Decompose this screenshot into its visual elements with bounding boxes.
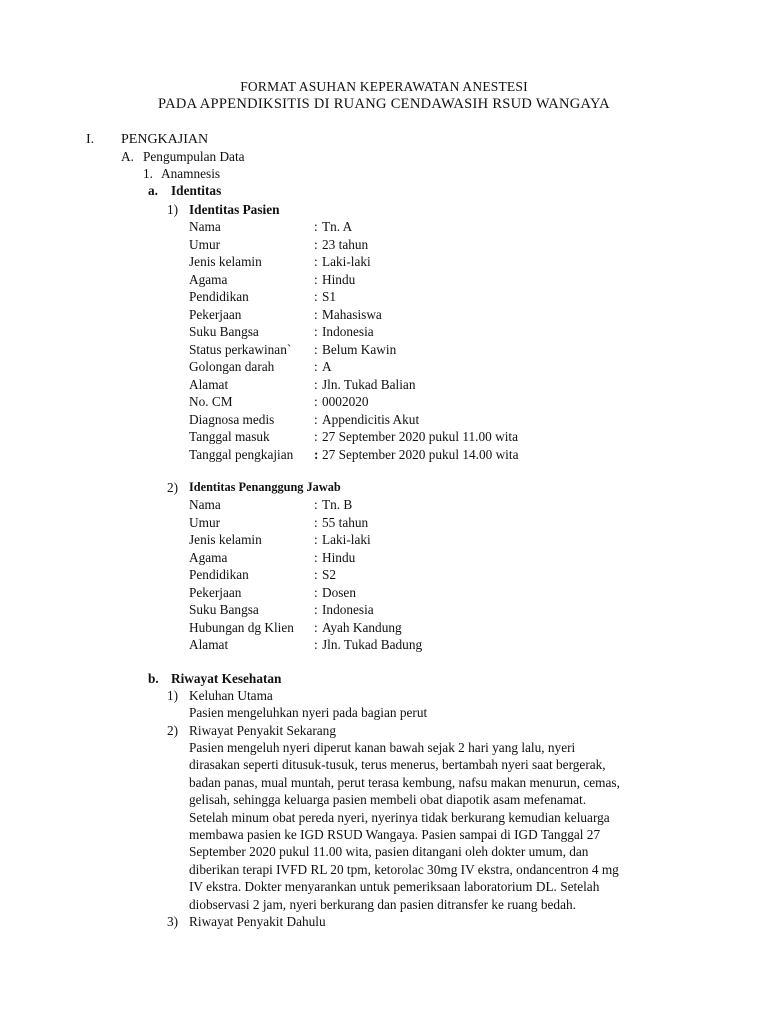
field-colon: : bbox=[314, 446, 319, 462]
field-label: Pendidikan bbox=[189, 289, 249, 304]
field-colon: : bbox=[314, 619, 318, 635]
section-i-heading: PENGKAJIAN bbox=[121, 132, 209, 147]
section-1-number: 1. bbox=[143, 166, 153, 181]
document-title-line-1: FORMAT ASUHAN KEPERAWATAN ANESTESI bbox=[240, 79, 528, 94]
field-colon: : bbox=[314, 532, 318, 547]
field-value: Belum Kawin bbox=[322, 341, 397, 357]
identitas-pasien-heading: Identitas Pasien bbox=[189, 202, 280, 217]
field-value: Jln. Tukad Balian bbox=[322, 376, 416, 392]
field-value: Laki-laki bbox=[322, 254, 371, 269]
rps-line: Setelah minum obat pereda nyeri, nyerinya tidak berkurang kemudian keluarga bbox=[189, 809, 610, 825]
field-colon: : bbox=[314, 567, 318, 582]
field-value: S1 bbox=[322, 289, 337, 304]
field-value: Hindu bbox=[322, 549, 356, 565]
field-value: 0002020 bbox=[322, 394, 369, 409]
field-label: Pekerjaan bbox=[189, 584, 242, 600]
rps-line: gelisah, sehingga keluarga pasien membeli obat diapotik asam mefenamat. bbox=[189, 792, 587, 808]
section-identitas-heading: Identitas bbox=[171, 183, 222, 198]
field-label: Tanggal pengkajian bbox=[189, 446, 294, 462]
field-label: Status perkawinan` bbox=[189, 341, 292, 357]
field-value: Appendicitis Akut bbox=[322, 411, 420, 427]
field-label: Pendidikan bbox=[189, 567, 249, 582]
field-colon: : bbox=[314, 549, 318, 565]
field-value: 23 tahun bbox=[322, 236, 369, 252]
section-a-sub-number: a. bbox=[148, 183, 158, 198]
field-label: No. CM bbox=[189, 394, 233, 409]
field-label: Alamat bbox=[189, 376, 229, 392]
field-label: Alamat bbox=[189, 637, 229, 652]
field-colon: : bbox=[314, 584, 318, 600]
field-colon: : bbox=[314, 254, 318, 269]
field-label: Umur bbox=[189, 236, 221, 252]
rps-line: IV ekstra. Dokter menyarankan untuk pemeriksaan laboratorium DL. Setelah bbox=[189, 879, 600, 895]
section-1-heading: Anamnesis bbox=[161, 166, 221, 181]
field-label: Suku Bangsa bbox=[189, 324, 259, 339]
rps-line: September 2020 pukul 11.00 wita, pasien ditangani oleh dokter umum, dan bbox=[189, 844, 589, 860]
field-colon: : bbox=[314, 359, 318, 374]
field-colon: : bbox=[314, 341, 318, 357]
field-label: Agama bbox=[189, 271, 228, 287]
field-value: S2 bbox=[322, 567, 337, 582]
field-label: Agama bbox=[189, 549, 228, 565]
field-colon: : bbox=[314, 602, 318, 617]
section-b-number: b. bbox=[148, 671, 159, 686]
field-value: Tn. B bbox=[322, 497, 353, 512]
field-colon: : bbox=[314, 306, 318, 322]
rps-line: Pasien mengeluh nyeri diperut kanan bawah sejak 2 hari yang lalu, nyeri bbox=[189, 740, 576, 755]
field-colon: : bbox=[314, 289, 318, 304]
identitas-penanggung-number: 2) bbox=[167, 480, 179, 495]
field-value: Ayah Kandung bbox=[322, 619, 402, 635]
field-colon: : bbox=[314, 637, 318, 652]
field-value: Indonesia bbox=[322, 324, 374, 339]
field-colon: : bbox=[314, 376, 318, 392]
field-value: Mahasiswa bbox=[322, 306, 382, 322]
field-colon: : bbox=[314, 236, 318, 252]
rps-line: badan panas, mual muntah, perut terasa kembung, nafsu makan menurun, cemas, bbox=[189, 774, 620, 790]
field-value: A bbox=[322, 359, 332, 374]
field-value: Jln. Tukad Badung bbox=[322, 637, 423, 652]
field-colon: : bbox=[314, 219, 318, 234]
rps-line: dirasakan seperti ditusuk-tusuk, terus menerus, bertambah nyeri saat bergerak, bbox=[189, 757, 606, 773]
keluhan-number: 1) bbox=[167, 688, 179, 703]
rpd-heading: Riwayat Penyakit Dahulu bbox=[189, 914, 326, 929]
field-colon: : bbox=[314, 394, 318, 409]
rps-line: diobservasi 2 jam, nyeri berkurang dan pasien ditransfer ke ruang bedah. bbox=[189, 896, 576, 912]
field-colon: : bbox=[314, 514, 318, 530]
field-label: Tanggal masuk bbox=[189, 429, 270, 444]
field-label: Umur bbox=[189, 514, 221, 530]
identitas-pasien-number: 1) bbox=[167, 202, 179, 217]
field-value: 55 tahun bbox=[322, 514, 369, 530]
field-colon: : bbox=[314, 411, 318, 427]
rps-number: 2) bbox=[167, 723, 179, 738]
keluhan-text: Pasien mengeluhkan nyeri pada bagian perut bbox=[189, 705, 428, 720]
section-a-number: A. bbox=[121, 149, 134, 164]
field-label: Jenis kelamin bbox=[189, 532, 262, 547]
field-label: Hubungan dg Klien bbox=[189, 619, 294, 635]
section-i-number: I. bbox=[86, 132, 95, 147]
field-label: Golongan darah bbox=[189, 359, 275, 374]
rps-line: membawa pasien ke IGD RSUD Wangaya. Pasien sampai di IGD Tanggal 27 bbox=[189, 827, 601, 843]
field-value: Tn. A bbox=[322, 219, 353, 234]
keluhan-heading: Keluhan Utama bbox=[189, 688, 273, 703]
field-colon: : bbox=[314, 429, 318, 444]
document-title-line-2: PADA APPENDIKSITIS DI RUANG CENDAWASIH RSUD WANGAYA bbox=[158, 96, 610, 112]
field-label: Jenis kelamin bbox=[189, 254, 262, 269]
rps-line: diberikan terapi IVFD RL 20 tpm, ketorolac 30mg IV ekstra, ondancentron 4 mg bbox=[189, 861, 619, 877]
field-value: Laki-laki bbox=[322, 532, 371, 547]
field-value: Hindu bbox=[322, 271, 356, 287]
field-label: Diagnosa medis bbox=[189, 411, 275, 427]
rpd-number: 3) bbox=[167, 914, 179, 929]
field-colon: : bbox=[314, 497, 318, 512]
rps-paragraph bbox=[189, 739, 669, 913]
section-riwayat-kesehatan-heading: Riwayat Kesehatan bbox=[171, 671, 282, 686]
field-colon: : bbox=[314, 271, 318, 287]
field-value: 27 September 2020 pukul 14.00 wita bbox=[322, 446, 519, 462]
identitas-penanggung-heading: Identitas Penanggung Jawab bbox=[189, 480, 341, 494]
field-label: Nama bbox=[189, 497, 221, 512]
field-colon: : bbox=[314, 324, 318, 339]
field-value: Indonesia bbox=[322, 602, 374, 617]
field-value: 27 September 2020 pukul 11.00 wita bbox=[322, 429, 518, 444]
field-label: Suku Bangsa bbox=[189, 602, 259, 617]
section-a-heading: Pengumpulan Data bbox=[143, 149, 245, 164]
field-label: Pekerjaan bbox=[189, 306, 242, 322]
rps-heading: Riwayat Penyakit Sekarang bbox=[189, 723, 336, 738]
field-label: Nama bbox=[189, 219, 221, 234]
field-value: Dosen bbox=[322, 584, 356, 600]
